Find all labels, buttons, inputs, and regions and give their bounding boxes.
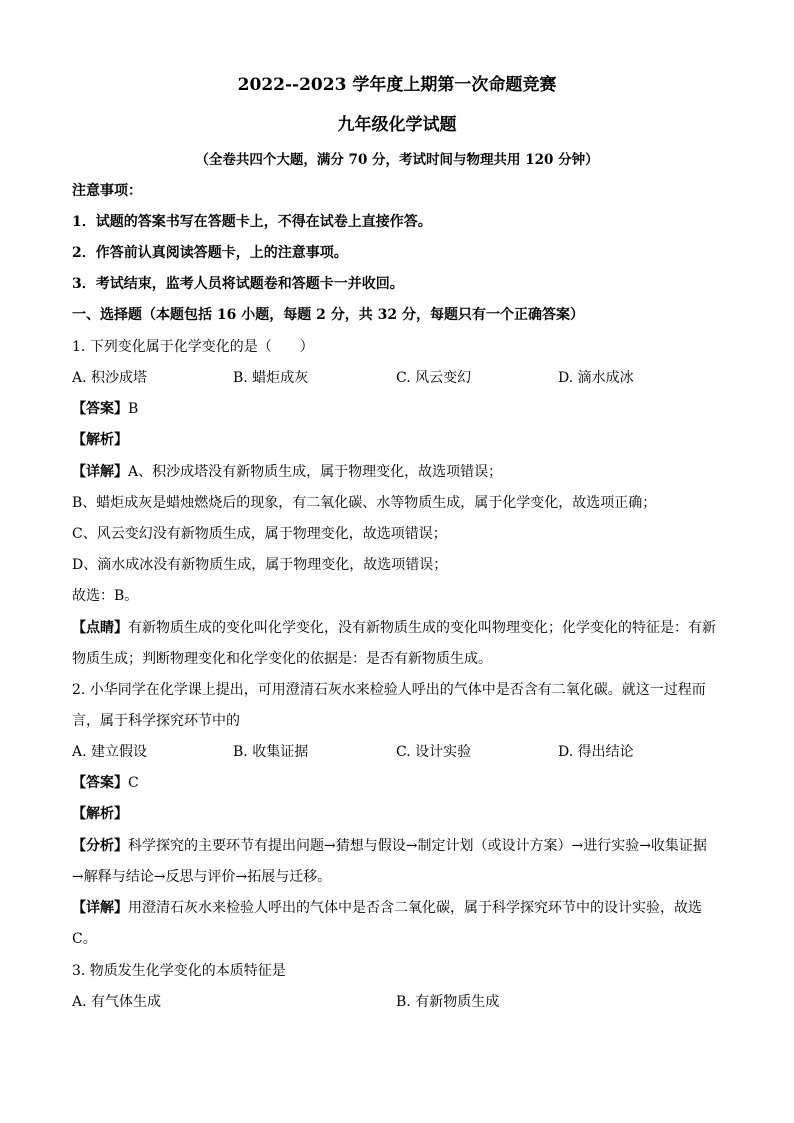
question-1-comment-line: 物质生成；判断物理变化和化学变化的依据是：是否有新物质生成。	[72, 651, 492, 667]
question-1-detail-line: 故选：B。	[72, 588, 139, 604]
exam-title: 2022--2023 学年度上期第一次命题竞赛	[237, 75, 557, 95]
detail-text: 用澄清石灰水来检验人呼出的气体中是否含二氧化碳，属于科学探究环节中的设计实验，故选	[128, 900, 702, 916]
question-1-answer	[72, 399, 732, 419]
detail-tag: 【详解】	[72, 464, 128, 480]
answer-tag: 【答案】	[72, 775, 128, 791]
question-2-analysis-line: →解释与结论→反思与评价→拓展与迁移。	[72, 869, 332, 885]
question-3-stem: 3. 物质发生化学变化的本质特征是	[72, 963, 286, 979]
exam-info: （全卷共四个大题，满分 70 分，考试时间与物理共用 120 分钟）	[195, 152, 599, 168]
question-2-detail-line	[72, 898, 732, 918]
question-2-option-b: B. 收集证据	[233, 744, 309, 760]
detail-tag: 【详解】	[72, 900, 128, 916]
question-1-option-c: C. 风云变幻	[396, 370, 472, 386]
question-1-option-b: B. 蜡炬成灰	[233, 370, 309, 386]
question-1-option-a: A. 积沙成塔	[72, 370, 148, 386]
notice-heading: 注意事项：	[72, 183, 142, 199]
notice-item: 3．考试结束，监考人员将试题卷和答题卡一并收回。	[72, 276, 404, 292]
question-2-analysis-line	[72, 836, 732, 856]
answer-value: B	[128, 401, 139, 417]
question-3-option-b: B. 有新物质生成	[396, 994, 500, 1010]
question-1-comment-line	[72, 618, 732, 638]
question-1-stem: 1. 下列变化属于化学变化的是（ ）	[72, 339, 314, 355]
question-2-option-a: A. 建立假设	[72, 744, 148, 760]
question-2-answer	[72, 773, 732, 793]
analysis-tag: 【解析】	[72, 432, 128, 448]
analysis2-text: 科学探究的主要环节有提出问题→猜想与假设→制定计划（或设计方案）→进行实验→收集证据	[128, 838, 707, 854]
section-heading: 一、选择题（本题包括 16 小题，每题 2 分，共 32 分，每题只有一个正确答案）	[72, 307, 584, 323]
analysis-tag: 【解析】	[72, 806, 128, 822]
comment-text: 有新物质生成的变化叫化学变化，没有新物质生成的变化叫物理变化；化学变化的特征是：有新	[128, 620, 716, 636]
question-1-analysis	[72, 430, 732, 450]
question-1-option-d: D. 滴水成冰	[558, 370, 634, 386]
question-1-detail-line: B、蜡炬成灰是蜡烛燃烧后的现象，有二氧化碳、水等物质生成，属于化学变化，故选项正确；	[72, 495, 657, 511]
answer-tag: 【答案】	[72, 401, 128, 417]
question-2-analysis	[72, 804, 732, 824]
question-2-option-c: C. 设计实验	[396, 744, 472, 760]
question-2-stem: 2. 小华同学在化学课上提出，可用澄清石灰水来检验人呼出的气体中是否含有二氧化碳。就这一过程而	[72, 682, 706, 698]
question-1-detail-line: D、滴水成冰没有新物质生成，属于物理变化，故选项错误；	[72, 557, 448, 573]
question-3-option-a: A. 有气体生成	[72, 994, 162, 1010]
detail-text: A、积沙成塔没有新物质生成，属于物理变化，故选项错误；	[128, 464, 503, 480]
question-2-stem: 言，属于科学探究环节中的	[72, 713, 240, 729]
question-2-option-d: D. 得出结论	[558, 744, 634, 760]
question-1-detail-line	[72, 462, 732, 482]
exam-subtitle: 九年级化学试题	[337, 115, 457, 135]
question-2-detail-line: C。	[72, 931, 97, 947]
comment-tag: 【点睛】	[72, 620, 128, 636]
notice-item: 1．试题的答案书写在答题卡上，不得在试卷上直接作答。	[72, 214, 432, 230]
question-1-detail-line: C、风云变幻没有新物质生成，属于物理变化，故选项错误；	[72, 526, 447, 542]
answer-value: C	[128, 775, 139, 791]
analysis2-tag: 【分析】	[72, 838, 128, 854]
notice-item: 2．作答前认真阅读答题卡，上的注意事项。	[72, 245, 348, 261]
